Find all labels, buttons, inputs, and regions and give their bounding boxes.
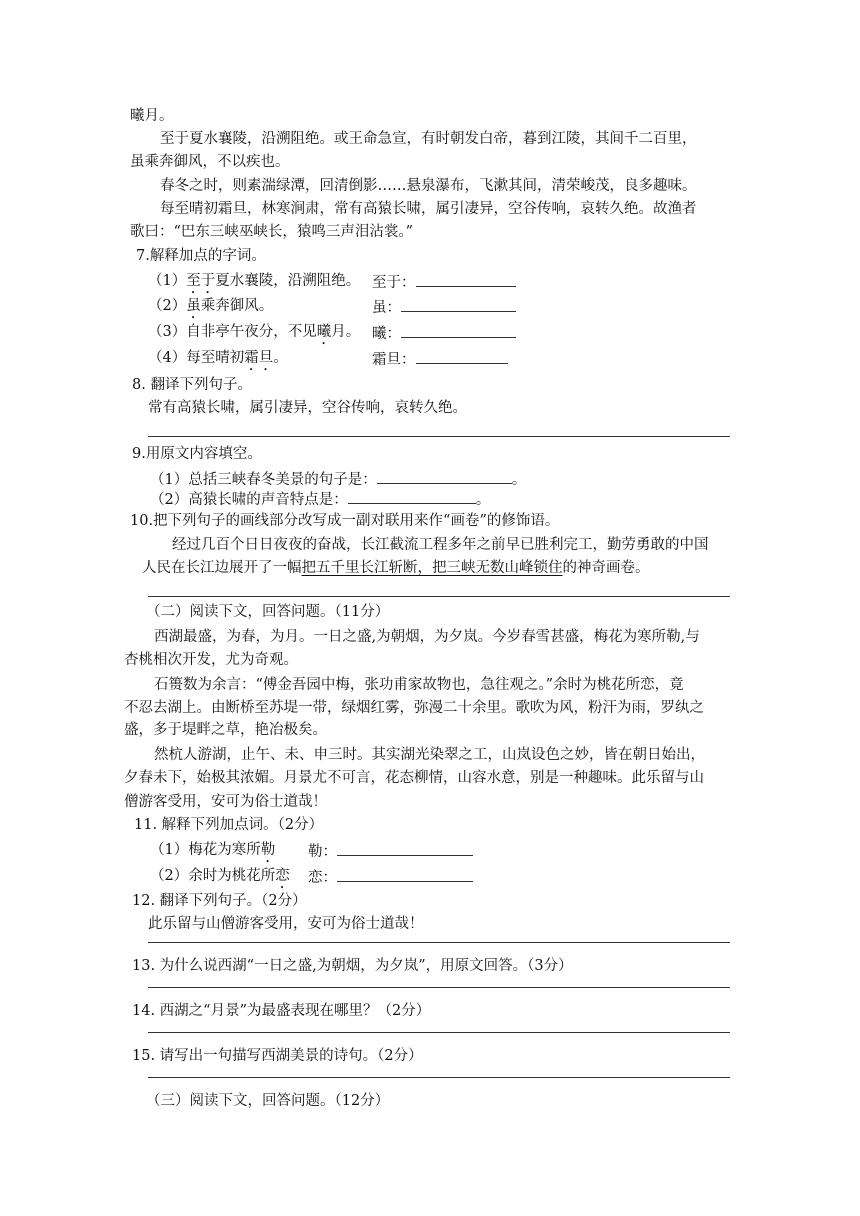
item-text-post: 月。 xyxy=(331,324,361,340)
answer-line[interactable] xyxy=(148,942,730,943)
answer-field-11-2 xyxy=(308,866,473,888)
item-text: 余时为桃花所 xyxy=(188,868,276,884)
text: 人民在长江边展开了一幅 xyxy=(142,560,302,576)
passage-line: 然杭人游湖，止午、未、申三时。其实湖光染翠之工，山岚设色之妙，皆在朝日始出， xyxy=(154,747,705,763)
passage-line: 每至晴初霜旦，林寒涧肃，常有高猿长啸，属引凄异，空谷传响，哀转久绝。故渔者 xyxy=(160,201,697,217)
question-12-sentence: 此乐留与山僧游客受用，安可为俗士道哉！ xyxy=(148,916,424,932)
passage-line: 歌曰：“巴东三峡巫峡长，猿鸣三声泪沾裳。” xyxy=(130,224,414,240)
item-number: （4） xyxy=(148,350,187,366)
answer-field-4 xyxy=(372,348,508,370)
item-end: 。 xyxy=(475,492,491,508)
section-3-heading: （三）阅读下文，回答问题。（12分） xyxy=(146,1093,390,1109)
question-9-item-2 xyxy=(150,488,490,510)
answer-line[interactable] xyxy=(148,1032,730,1033)
dotted-word: 霜旦 xyxy=(244,350,274,366)
passage-line: 杏桃相次开发，尤为奇观。 xyxy=(124,652,298,668)
answer-blank[interactable] xyxy=(416,271,516,287)
answer-field-11-1 xyxy=(308,840,473,862)
item-text-post: 乘奔御风。 xyxy=(200,298,274,314)
question-7-item-1 xyxy=(148,271,360,297)
item-text: （1）总括三峡春冬美景的句子是： xyxy=(150,472,377,488)
question-13-title: 13. 为什么说西湖“一日之盛,为朝烟，为夕岚”，用原文回答。（3分） xyxy=(132,958,573,974)
answer-field-1 xyxy=(372,271,516,293)
item-text-pre: 每至晴初 xyxy=(186,350,245,366)
dotted-word: 勒 xyxy=(260,842,276,858)
item-text-pre: 自非亭午夜分，不见 xyxy=(186,324,317,340)
answer-label: 勒： xyxy=(308,844,337,860)
passage-line: 至于夏水襄陵，沿溯阻绝。或王命急宣，有时朝发白帝，暮到江陵，其间千二百里， xyxy=(160,131,697,147)
item-end: 。 xyxy=(511,472,527,488)
answer-blank[interactable] xyxy=(401,322,516,338)
question-8-sentence: 常有高猿长啸，属引凄异，空谷传响，哀转久绝。 xyxy=(148,400,467,416)
answer-field-2 xyxy=(372,296,516,318)
section-2-heading: （二）阅读下文，回答问题。（11分） xyxy=(146,604,390,620)
answer-label: 至于： xyxy=(372,275,416,291)
answer-blank[interactable] xyxy=(348,488,476,504)
question-11-item-1 xyxy=(150,840,275,866)
question-11-item-2 xyxy=(150,866,290,892)
question-10-title: 10.把下列句子的画线部分改写成一副对联用来作“画卷”的修饰语。 xyxy=(130,513,560,529)
underlined-phrase: 把五千里长江斩断 xyxy=(301,560,418,576)
question-11-title: 11. 解释下列加点词。（2分） xyxy=(134,817,324,833)
question-7-item-4 xyxy=(148,348,288,374)
answer-blank[interactable] xyxy=(416,348,508,364)
passage-line: 西湖最盛，为春，为月。一日之盛,为朝烟，为夕岚。今岁春雪甚盛，梅花为寒所勒,与 xyxy=(154,629,700,645)
passage-line: 盛，多于堤畔之草，艳冶极矣。 xyxy=(124,722,327,738)
dotted-word: 虽 xyxy=(186,298,201,314)
passage-line: 曦月。 xyxy=(130,108,174,124)
item-number: （2） xyxy=(148,298,187,314)
answer-label: 曦： xyxy=(372,326,401,342)
question-14-title: 14. 西湖之“月景”为最盛表现在哪里？（2分） xyxy=(132,1003,431,1019)
passage-line: 夕春未下，始极其浓媚。月景尤不可言，花态柳情，山容水意，别是一种趣味。此乐留与山 xyxy=(124,770,704,786)
question-12-title: 12. 翻译下列句子。（2分） xyxy=(132,893,307,909)
question-7-item-3 xyxy=(148,322,360,348)
answer-line[interactable] xyxy=(148,987,730,988)
passage-line: 石篑数为余言：“傅金吾园中梅，张功甫家故物也，急往观之。”余时为桃花所恋，竟 xyxy=(154,677,684,693)
item-number: （2） xyxy=(150,868,189,884)
item-number: （3） xyxy=(148,324,187,340)
item-number: （1） xyxy=(148,273,187,289)
question-10-line xyxy=(142,558,650,578)
answer-field-3 xyxy=(372,322,516,344)
answer-label: 霜旦： xyxy=(372,352,416,368)
question-9-title: 9.用原文内容填空。 xyxy=(132,446,262,462)
answer-blank[interactable] xyxy=(401,296,516,312)
question-10-line: 经过几百个日日夜夜的奋战，长江截流工程多年之前早已胜利完工，勤劳勇敢的中国 xyxy=(172,537,709,553)
dotted-word: 曦 xyxy=(316,324,332,340)
question-7-item-2 xyxy=(148,296,273,322)
dotted-word: 至于 xyxy=(186,273,216,289)
item-text: （2）高猿长啸的声音特点是： xyxy=(150,492,348,508)
passage-line: 春冬之时，则素湍绿潭，回清倒影……悬泉瀑布，飞漱其间，清荣峻茂，良多趣味。 xyxy=(160,178,697,194)
answer-blank[interactable] xyxy=(377,468,512,484)
item-number: （1） xyxy=(150,842,189,858)
answer-line[interactable] xyxy=(148,1077,730,1078)
answer-blank[interactable] xyxy=(337,866,473,882)
question-7-title: 7.解释加点的字词。 xyxy=(136,248,266,264)
text: 的神奇画卷。 xyxy=(562,560,650,576)
answer-line[interactable] xyxy=(148,596,730,597)
question-9-item-1 xyxy=(150,468,526,490)
underlined-phrase: 把三峡无数山峰锁住 xyxy=(432,560,563,576)
passage-line: 虽乘奔御风，不以疾也。 xyxy=(130,154,290,170)
answer-line[interactable] xyxy=(148,436,730,437)
item-text-post: 。 xyxy=(273,350,288,366)
answer-label: 虽： xyxy=(372,300,401,316)
item-text: 梅花为寒所 xyxy=(188,842,261,858)
question-15-title: 15. 请写出一句描写西湖美景的诗句。（2分） xyxy=(132,1048,423,1064)
question-8-title: 8. 翻译下列句子。 xyxy=(132,377,252,393)
passage-line: 不忍去湖上。由断桥至苏堤一带，绿烟红雾，弥漫二十余里。歌吹为风，粉汗为雨，罗纨之 xyxy=(124,700,704,716)
answer-label: 恋： xyxy=(308,870,337,886)
item-text-post: 夏水襄陵，沿溯阻绝。 xyxy=(215,273,361,289)
underlined-comma: ， xyxy=(417,560,432,576)
passage-line: 僧游客受用，安可为俗士道哉！ xyxy=(124,794,327,810)
answer-blank[interactable] xyxy=(337,840,473,856)
dotted-word: 恋 xyxy=(275,868,290,884)
